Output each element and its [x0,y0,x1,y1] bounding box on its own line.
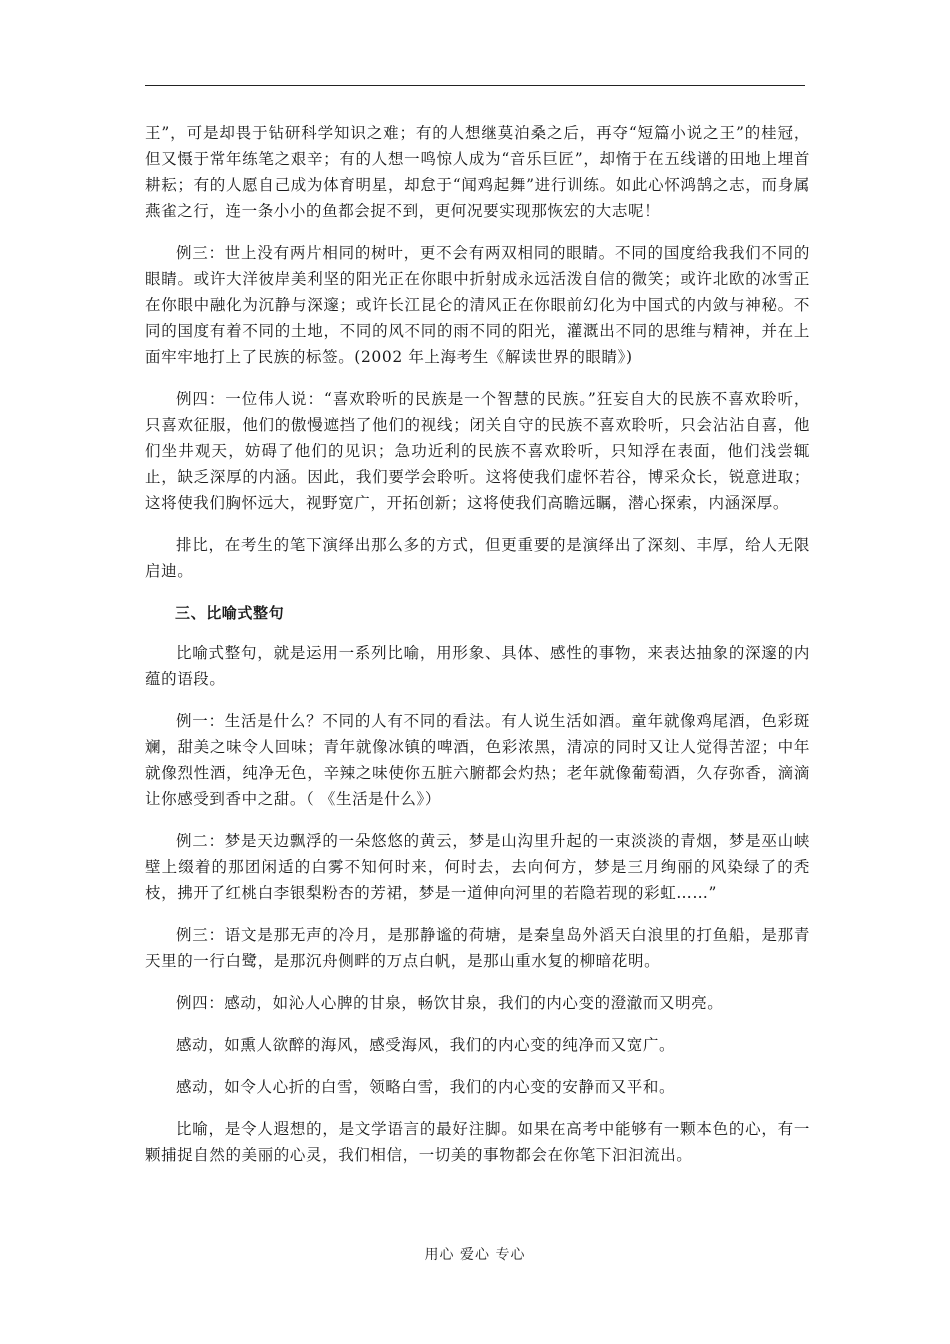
section-heading-metaphor: 三、比喻式整句 [175,604,285,622]
document-body [145,120,810,1184]
page-footer: 用心 爱心 专心 [424,1247,526,1263]
paragraph-metaphor-definition: 比喻式整句，就是运用一系列比喻，用形象、具体、感性的事物，来表达抽象的深邃的内蕴的语段。 [145,644,810,688]
paragraph-metaphor-example-4a: 例四：感动，如沁人心脾的甘泉，畅饮甘泉，我们的内心变的澄澈而又明亮。 [176,994,724,1012]
paragraph-continuation: 王”，可是却畏于钻研科学知识之难；有的人想继莫泊桑之后，再夺“短篇小说之王”的桂冠，但又慑于常年练笔之艰辛；有的人想一鸣惊人成为“音乐巨匠”，却惰于在五线谱的田地上埋首耕耘；有的人愿自己成为体育明星，却怠于“闻鸡起舞”进行训练。如此心怀鸿鹄之志，而身属燕雀之行，连一条小小的鱼都会捉不到，更何况要实现那恢宏的大志呢！ [145,124,810,220]
paragraph-metaphor-example-4c: 感动，如令人心折的白雪，领略白雪，我们的内心变的安静而又平和。 [176,1078,676,1096]
header-rule [145,85,805,86]
paragraph-metaphor-example-1: 例一：生活是什么？不同的人有不同的看法。有人说生活如酒。童年就像鸡尾酒，色彩斑斓，甜美之味令人回味；青年就像冰镇的啤酒，色彩浓黑，清凉的同时又让人觉得苦涩；中年就像烈性酒，纯净无色，辛辣之味使你五脏六腑都会灼热；老年就像葡萄酒，久存弥香，滴滴让你感受到香中之甜。（ 《生活是什么》） [145,712,810,808]
paragraph-parallelism-summary: 排比，在考生的笔下演绎出那么多的方式，但更重要的是演绎出了深刻、丰厚，给人无限启迪。 [145,536,810,580]
paragraph-example-4: 例四：一位伟人说：“喜欢聆听的民族是一个智慧的民族。”狂妄自大的民族不喜欢聆听，只喜欢征服，他们的傲慢遮挡了他们的视线；闭关自守的民族不喜欢聆听，只会沾沾自喜，他们坐井观天，妨碍了他们的见识；急功近利的民族不喜欢聆听，只知浮在表面，他们浅尝辄止，缺乏深厚的内涵。因此，我们要学会聆听。这将使我们虚怀若谷，博采众长，锐意进取；这将使我们胸怀远大，视野宽广，开拓创新；这将使我们高瞻远瞩，潜心探索，内涵深厚。 [145,390,810,512]
paragraph-metaphor-example-3: 例三：语文是那无声的冷月，是那静谧的荷塘，是秦皇岛外滔天白浪里的打鱼船，是那青天里的一行白鹭，是那沉舟侧畔的万点白帆，是那山重水复的柳暗花明。 [145,926,810,970]
paragraph-metaphor-summary: 比喻，是令人遐想的，是文学语言的最好注脚。如果在高考中能够有一颗本色的心，有一颗捕捉自然的美丽的心灵，我们相信，一切美的事物都会在你笔下汩汩流出。 [145,1120,810,1164]
paragraph-example-3: 例三：世上没有两片相同的树叶，更不会有两双相同的眼睛。不同的国度给我我们不同的眼睛。或许大洋彼岸美利坚的阳光正在你眼中折射成永远活泼自信的微笑；或许北欧的冰雪正在你眼中融化为沉静与深邃；或许长江昆仑的清风正在你眼前幻化为中国式的内敛与神秘。不同的国度有着不同的土地，不同的风不同的雨不同的阳光，灌溉出不同的思维与精神，并在上面牢牢地打上了民族的标签。(2002 年上海考生《解读世界的眼睛》) [145,244,810,366]
paragraph-metaphor-example-2: 例二：梦是天边飘浮的一朵悠悠的黄云，梦是山沟里升起的一束淡淡的青烟，梦是巫山峡壁上缀着的那团闲适的白雾不知何时来，何时去，去向何方，梦是三月绚丽的风染绿了的秃枝，拂开了红桃白李银梨粉杏的芳裙，梦是一道伸向河里的若隐若现的彩虹……” [145,832,810,902]
paragraph-metaphor-example-4b: 感动，如熏人欲醉的海风，感受海风，我们的内心变的纯净而又宽广。 [176,1036,676,1054]
